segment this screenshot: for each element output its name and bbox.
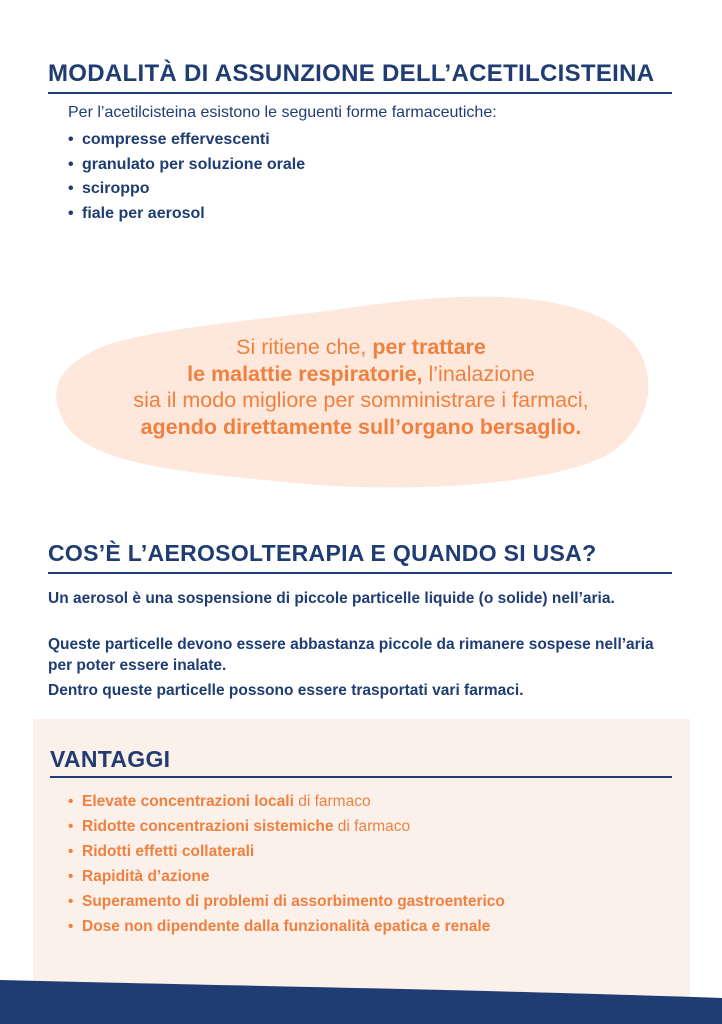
list-item-emphasis: Superamento di problemi di assorbimento gastroenterico — [82, 893, 505, 910]
intro-text: Per l’acetilcisteina esistono le seguenti forme farmaceutiche: — [68, 104, 497, 121]
paragraph: Un aerosol è una sospensione di piccole particelle liquide (o solide) nell’aria. — [48, 590, 615, 607]
list-item-label: compresse effervescenti — [82, 131, 270, 148]
quote-emphasis: le malattie respiratorie, — [187, 361, 423, 386]
list-item — [68, 177, 305, 202]
title-underline — [48, 92, 672, 94]
quote-text: l’inalazione — [422, 361, 535, 386]
highlight-quote — [55, 334, 667, 440]
title-underline — [48, 572, 672, 574]
bullet-icon: • — [68, 893, 74, 910]
list-item — [68, 890, 505, 915]
bullet-icon: • — [68, 918, 74, 935]
list-item-label: di farmaco — [333, 818, 411, 835]
list-item — [68, 153, 305, 178]
list-item-emphasis: Ridotte concentrazioni sistemiche — [82, 818, 334, 835]
list-item — [68, 865, 505, 890]
paragraph: Dentro queste particelle possono essere trasportati vari farmaci. — [48, 682, 524, 699]
section-title-vantaggi: VANTAGGI — [50, 746, 171, 772]
list-item — [68, 128, 305, 153]
quote-text: Si ritiene che, — [236, 335, 373, 359]
footer-wave — [0, 960, 722, 1024]
list-item — [68, 840, 505, 865]
list-item — [68, 915, 505, 940]
quote-text: sia il modo migliore per somministrare i farmaci, — [133, 388, 589, 412]
bullet-icon: • — [68, 843, 74, 860]
list-item-label: fiale per aerosol — [82, 204, 205, 222]
bullet-icon: • — [68, 793, 74, 810]
list-item-label: di farmaco — [293, 793, 371, 810]
forms-list — [68, 128, 305, 226]
list-item-label: sciroppo — [82, 180, 150, 197]
bullet-icon: • — [68, 180, 74, 197]
list-item-emphasis: Rapidità d’azione — [82, 868, 210, 885]
bullet-icon: • — [68, 818, 74, 835]
advantages-list — [68, 790, 505, 940]
list-item — [68, 202, 305, 227]
list-item — [68, 815, 505, 840]
section-title-aerosolterapia: COS’È L’AEROSOLTERAPIA E QUANDO SI USA? — [48, 540, 597, 566]
quote-emphasis: agendo direttamente sull’organo bersaglio. — [140, 414, 582, 439]
title-underline — [50, 776, 672, 778]
list-item-emphasis: Dose non dipendente dalla funzionalità epatica e renale — [82, 918, 491, 935]
section-title-modalita: MODALITÀ DI ASSUNZIONE DELL’ACETILCISTEINA — [48, 60, 655, 87]
bullet-icon: • — [68, 131, 74, 148]
bullet-icon: • — [68, 868, 74, 885]
list-item-label: granulato per soluzione orale — [82, 155, 306, 173]
paragraph: Queste particelle devono essere abbastanza piccole da rimanere sospese nell’aria per poter essere inalate. — [48, 636, 654, 674]
list-item-emphasis: Ridotti effetti collaterali — [82, 843, 255, 860]
bullet-icon: • — [68, 204, 74, 222]
bullet-icon: • — [68, 155, 74, 173]
list-item — [68, 790, 505, 815]
quote-emphasis: per trattare — [372, 335, 486, 359]
list-item-emphasis: Elevate concentrazioni locali — [82, 793, 294, 810]
